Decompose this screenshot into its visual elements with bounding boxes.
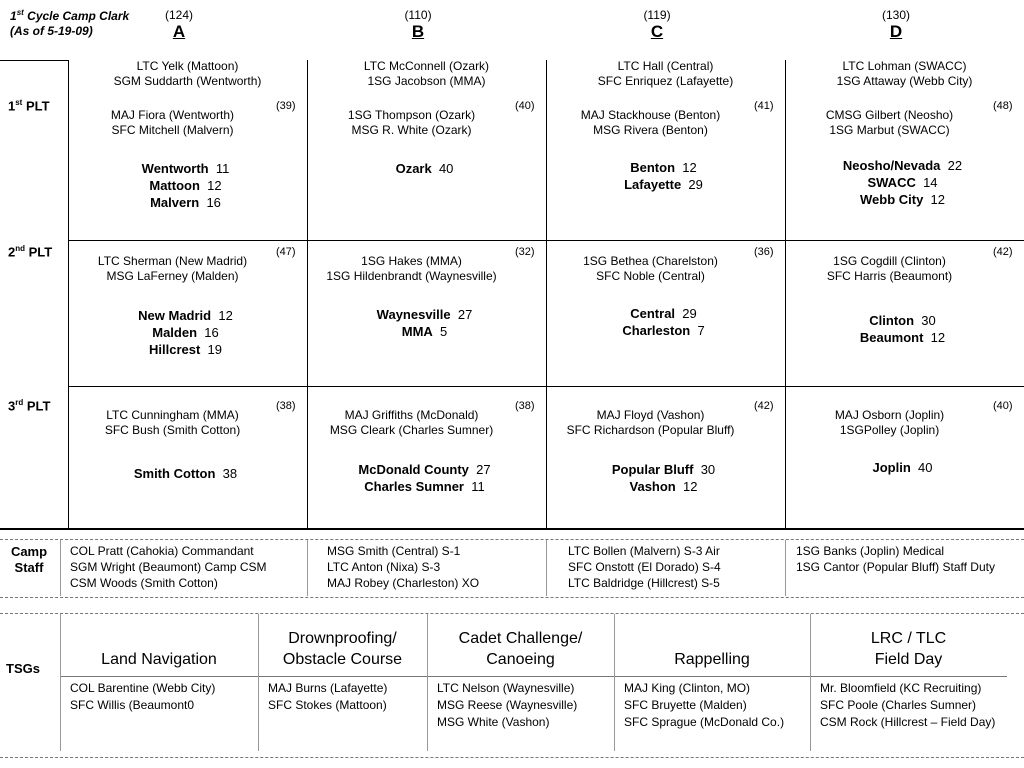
unit-name: Ozark [395,161,432,176]
unit-entry [307,478,542,495]
platoon-leader: 1SG Hakes (MMA) [361,254,462,268]
camp-staff-member: CSM Woods (Smith Cotton) [70,576,218,590]
platoon-sergeant: 1SGPolley (Joplin) [839,423,940,437]
platoon-count: (39) [276,100,296,112]
tsg-member: SFC Willis (Beaumont0 [70,698,195,712]
platoon-leader: LTC Sherman (New Madrid) [97,254,248,268]
platoon-leaders [785,408,994,438]
unit-count: 12 [682,160,697,175]
unit-name: Joplin [872,460,911,475]
camp-staff-member: MSG Smith (Central) S-1 [327,544,461,558]
platoon-leader: 1SG Bethea (Charelston) [583,254,718,268]
unit-entry [546,322,781,339]
unit-name: Beaumont [859,330,924,345]
platoon-text: PLT [22,98,50,114]
unit-count: 12 [930,192,946,207]
unit-name: MMA [401,324,433,339]
platoon-leader: MAJ Griffiths (McDonald) [344,408,479,422]
platoon-count: (32) [515,246,535,258]
platoon-count: (36) [754,246,774,258]
company-commander: LTC Hall (Central) [617,59,714,73]
company-count: (130) [881,8,910,22]
platoon-leaders [68,254,277,284]
unit-list [546,461,781,495]
unit-name: Hillcrest [148,342,201,357]
camp-staff-label: Camp Staff [10,544,48,575]
unit-count: 22 [947,158,963,173]
title-line-2: (As of 5-19-09) [10,24,93,38]
platoon-count: (38) [276,400,296,412]
platoon-sergeant: SFC Richardson (Popular Bluff) [566,423,735,437]
company-letter: B [411,22,425,41]
company-commander: LTC McConnell (Ozark) [363,59,490,73]
unit-entry [307,323,542,340]
platoon-leaders [68,408,277,438]
unit-count: 27 [457,307,473,322]
unit-name: Central [630,306,676,321]
platoon-sergeant: MSG R. White (Ozark) [351,123,472,137]
platoon-leader: 1SG Cogdill (Clinton) [833,254,946,268]
company-letter: A [172,22,186,41]
tsgs-label: TSGs [6,661,40,676]
tsg-heading-line1 [614,628,810,649]
unit-entry [68,307,303,324]
tsg-members [820,680,995,731]
unit-name: New Madrid [138,308,212,323]
platoon-ordinal: rd [15,398,24,407]
tsg-heading-line2: Obstacle Course [282,651,403,668]
unit-entry [68,177,303,194]
camp-staff-member: 1SG Cantor (Popular Bluff) Staff Duty [796,560,995,574]
tsg-heading-line1: Cadet Challenge/ [458,630,583,647]
tsg-members [268,680,387,714]
platoon-leaders [785,254,994,284]
unit-entry [785,459,1020,476]
tsg-members [624,680,784,731]
unit-count: 16 [206,195,221,210]
camp-staff-column [568,543,721,591]
company-count: (124) [164,8,193,22]
unit-name: Clinton [869,313,915,328]
tsg-member: SFC Poole (Charles Sumner) [820,698,977,712]
company-sergeant-major: SFC Enriquez (Lafayette) [597,74,734,88]
camp-staff-member: LTC Bollen (Malvern) S-3 Air [568,544,720,558]
company-letter: C [650,22,664,41]
unit-entry [785,312,1020,329]
platoon-label [8,398,50,413]
unit-count: 19 [207,342,222,357]
tsg-heading-line1: LRC / TLC [870,630,947,647]
unit-entry [785,157,1020,174]
unit-count: 12 [218,308,233,323]
unit-entry [68,465,303,482]
tsg-heading-line2: Field Day [874,651,943,668]
unit-entry [785,174,1020,191]
unit-list [785,459,1020,476]
tsg-heading-line2: Rappelling [674,651,750,668]
unit-entry [546,305,781,322]
company-commander: LTC Lohman (SWACC) [842,59,967,73]
unit-count: 30 [700,462,716,477]
platoon-leader: MAJ Floyd (Vashon) [596,408,705,422]
tsg-member: Mr. Bloomfield (KC Recruiting) [820,681,982,695]
unit-entry [785,191,1020,208]
platoon-sergeant: 1SG Marbut (SWACC) [829,123,950,137]
camp-staff-member: LTC Anton (Nixa) S-3 [327,560,441,574]
tsg-member: CSM Rock (Hillcrest – Field Day) [820,715,996,729]
tsg-heading-line1 [60,628,258,649]
tsg-heading-line2: Land Navigation [101,651,217,668]
unit-count: 11 [471,479,485,494]
company-commanders [68,59,307,89]
camp-staff-column [70,543,267,591]
page-title [10,5,129,39]
unit-list [307,461,542,495]
unit-entry [307,306,542,323]
platoon-leader: MAJ Stackhouse (Benton) [580,108,721,122]
company-sergeant-major: SGM Suddarth (Wentworth) [113,74,262,88]
platoon-leaders [307,108,516,138]
camp-staff-column [327,543,479,591]
platoon-count: (40) [993,400,1013,412]
unit-count: 12 [207,178,222,193]
platoon-sergeant: SFC Harris (Beaumont) [826,269,953,283]
unit-list [307,160,542,177]
company-commander: LTC Yelk (Mattoon) [136,59,239,73]
unit-entry [307,160,542,177]
unit-entry [68,160,303,177]
tsg-member: MSG White (Vashon) [437,715,550,729]
unit-count: 7 [697,323,705,338]
unit-name: Malvern [150,195,200,210]
platoon-leaders [546,408,755,438]
tsg-heading [258,628,427,670]
tsg-member: MSG Reese (Waynesville) [437,698,578,712]
tsg-heading [614,628,810,670]
platoon-count: (47) [276,246,296,258]
platoon-count: (41) [754,100,774,112]
unit-list [546,305,781,339]
platoon-leader: 1SG Thompson (Ozark) [347,108,476,122]
platoon-text: PLT [23,398,51,414]
platoon-leaders [546,254,755,284]
unit-count: 38 [222,466,238,481]
platoon-sergeant: MSG Rivera (Benton) [593,123,708,137]
company-commanders [546,59,785,89]
unit-name: Wentworth [141,161,209,176]
unit-entry [68,194,303,211]
platoon-leader: MAJ Osborn (Joplin) [834,408,945,422]
unit-entry [68,324,303,341]
camp-staff-member: COL Pratt (Cahokia) Commandant [70,544,254,558]
company-letter: D [889,22,903,41]
platoon-leaders [307,254,516,284]
title-line-1: 1st Cycle Camp Clark [10,8,130,23]
unit-count: 29 [682,306,697,321]
unit-name: Smith Cotton [133,466,216,481]
tsg-heading [60,628,258,670]
unit-name: Charles Sumner [364,479,464,494]
company-sergeant-major: 1SG Attaway (Webb City) [836,74,973,88]
unit-count: 29 [688,177,703,192]
camp-staff-member: SFC Onstott (El Dorado) S-4 [568,560,721,574]
platoon-leaders [68,108,277,138]
company-count: (119) [643,8,671,22]
platoon-count: (42) [993,246,1013,258]
platoon-label [8,244,52,259]
platoon-sergeant: SFC Mitchell (Malvern) [111,123,234,137]
unit-name: Waynesville [376,307,451,322]
camp-staff-member: 1SG Banks (Joplin) Medical [796,544,945,558]
tsg-member: MAJ King (Clinton, MO) [624,681,751,695]
platoon-count: (42) [754,400,774,412]
unit-count: 5 [440,324,448,339]
unit-name: SWACC [867,175,916,190]
platoon-sergeant: MSG Cleark (Charles Sumner) [329,423,494,437]
platoon-leader: MAJ Fiora (Wentworth) [110,108,235,122]
tsg-heading-line1: Drownproofing/ [288,630,397,647]
unit-entry [546,478,781,495]
tsg-heading [427,628,614,670]
unit-count: 27 [476,462,491,477]
unit-count: 12 [930,330,946,345]
tsg-member: SFC Bruyette (Malden) [624,698,747,712]
platoon-number: 3 [8,398,16,414]
platoon-leaders [546,108,755,138]
platoon-count: (48) [993,100,1013,112]
unit-entry [546,159,781,176]
platoon-count: (40) [515,100,535,112]
platoon-ordinal: st [15,98,23,107]
unit-name: Lafayette [624,177,682,192]
platoon-sergeant: SFC Bush (Smith Cotton) [104,423,241,437]
platoon-ordinal: nd [15,244,26,253]
platoon-label [8,98,50,113]
platoon-count: (38) [515,400,535,412]
platoon-leaders [307,408,516,438]
platoon-number: 2 [8,244,16,260]
company-sergeant-major: 1SG Jacobson (MMA) [367,74,486,88]
camp-staff-member: LTC Baldridge (Hillcrest) S-5 [568,576,720,590]
tsg-members [437,680,577,731]
platoon-leaders [785,108,994,138]
company-count: (110) [404,8,432,22]
unit-name: Vashon [629,479,676,494]
unit-count: 14 [923,175,938,190]
unit-list [68,465,303,482]
unit-count: 40 [438,161,454,176]
unit-count: 11 [215,161,230,176]
tsg-member: SFC Stokes (Mattoon) [268,698,387,712]
unit-list [785,157,1020,208]
company-commanders [307,59,546,89]
unit-name: Mattoon [149,178,200,193]
unit-name: Popular Bluff [611,462,694,477]
unit-entry [307,461,542,478]
unit-entry [785,329,1020,346]
tsg-member: COL Barentine (Webb City) [70,681,216,695]
camp-staff-column [796,543,995,575]
tsg-member: LTC Nelson (Waynesville) [437,681,575,695]
unit-list [546,159,781,193]
unit-name: Benton [630,160,676,175]
unit-count: 30 [921,313,936,328]
platoon-text: PLT [25,244,53,260]
unit-name: Webb City [859,192,924,207]
tsg-member: SFC Sprague (McDonald Co.) [624,715,785,729]
unit-count: 16 [204,325,219,340]
platoon-sergeant: SFC Noble (Central) [596,269,705,283]
unit-name: Charleston [622,323,691,338]
unit-entry [68,341,303,358]
platoon-number: 1 [8,98,16,114]
unit-list [785,312,1020,346]
platoon-leader: LTC Cunningham (MMA) [106,408,239,422]
unit-list [307,306,542,340]
tsg-heading-line2: Canoeing [486,651,555,668]
unit-list [68,160,303,211]
unit-name: Malden [152,325,198,340]
unit-entry [546,461,781,478]
platoon-leader: CMSG Gilbert (Neosho) [825,108,954,122]
unit-count: 40 [918,460,933,475]
platoon-sergeant: MSG LaFerney (Malden) [106,269,239,283]
unit-count: 12 [683,479,698,494]
tsg-heading [810,628,1007,670]
unit-name: Neosho/Nevada [842,158,941,173]
unit-list [68,307,303,358]
unit-entry [546,176,781,193]
company-commanders [785,59,1024,89]
tsg-members [70,680,215,714]
camp-staff-member: SGM Wright (Beaumont) Camp CSM [70,560,267,574]
platoon-sergeant: 1SG Hildenbrandt (Waynesville) [326,269,497,283]
camp-staff-member: MAJ Robey (Charleston) XO [327,576,480,590]
tsg-member: MAJ Burns (Lafayette) [268,681,388,695]
unit-name: McDonald County [358,462,469,477]
